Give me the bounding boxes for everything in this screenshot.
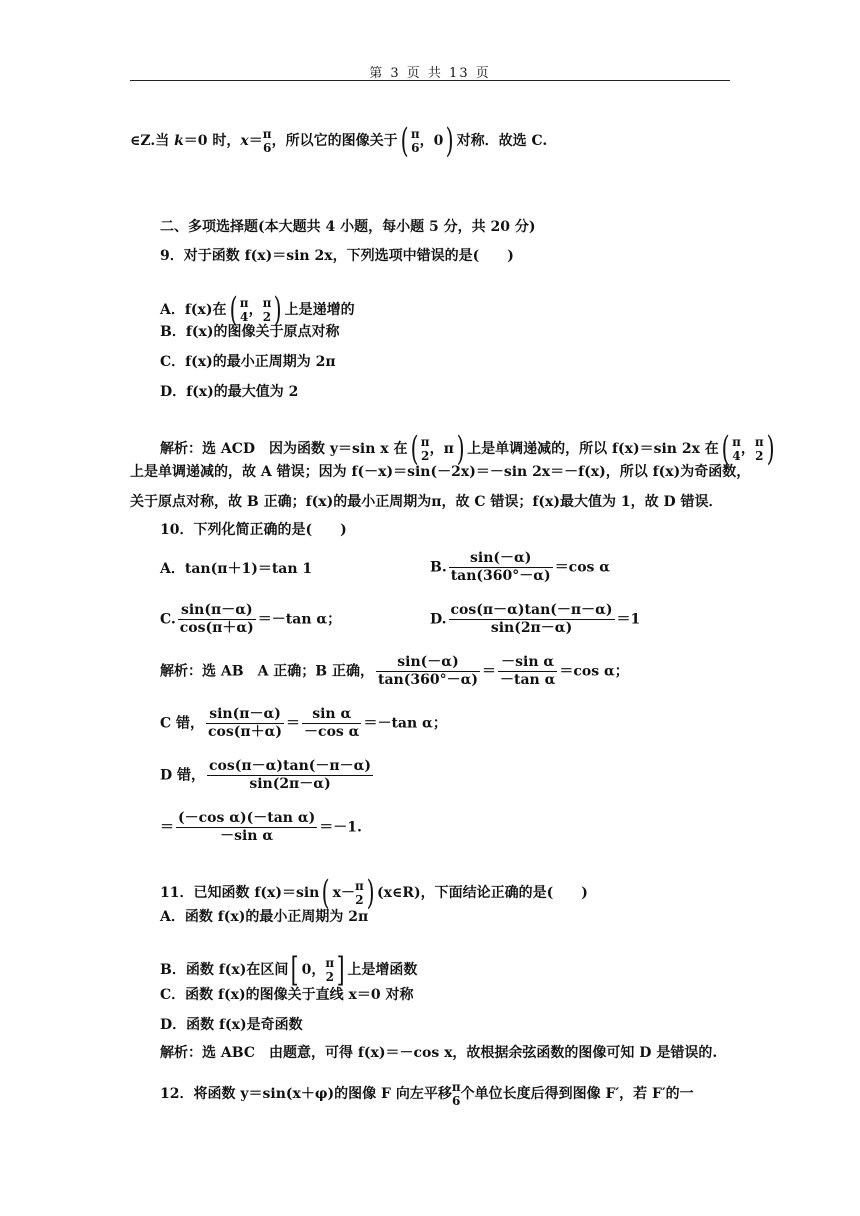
q9-option-c: C．f(x)的最小正周期为 2π	[160, 354, 336, 370]
q10-solution-line1: 解析：选 AB A 正确；B 正确， $\frac{\sin(-\alpha)}{\tan(360^\circ-\alpha)}$ ＝ $\frac{\text{－sin α}}{\text{－tan α}}$ ＝cos α；	[160, 654, 629, 688]
q9-solution-line1: 解析：选 ACD 因为函数 y＝sin x 在( π 2 ，π) 上是单调递减的，所以 f(x)＝sin 2x 在( π 4 ， π 2 )	[160, 429, 775, 469]
q9-option-a: A．f(x)在( π 4 ， π 2 ) 上是递增的	[160, 290, 355, 330]
q10-option-a: A．tan(π＋1)＝tan 1	[160, 561, 313, 577]
q9-solution-line2: 上是单调递减的，故 A 错误；因为 f(－x)＝sin(－2x)＝－sin 2x＝－f(x)，所以 f(x)为奇函数，	[130, 464, 751, 480]
q11-solution: 解析：选 ABC 由题意，可得 f(x)＝－cos x，故根据余弦函数的图像可知 D 是错误的.	[160, 1045, 718, 1061]
q10-solution-e: ＝ $\frac{\text{(－cos α)(－tan α)}}{\text{－sin α}}$ ＝－1.	[160, 810, 362, 844]
q10-solution-c: C 错， $\frac{\sin(\pi-\alpha)}{\cos(\pi+\alpha)}$ ＝ $\frac{\text{sin α}}{\text{－cos α}}$ ＝－tan α；	[160, 706, 447, 740]
q10-solution-d: D 错， $\frac{\cos(\pi-\alpha)\tan(-\pi-\alpha)}{\sin(2\pi-\alpha)}$	[160, 758, 372, 792]
header-rule	[130, 80, 730, 81]
q10-option-d: D. $\frac{\cos(\pi-\alpha)\tan(-\pi-\alpha)}{\sin(2\pi-\alpha)}$ ＝1	[430, 602, 641, 636]
section-title: 二、多项选择题(本大题共 4 小题，每小题 5 分，共 20 分)	[160, 219, 536, 235]
q9-solution-line3: 关于原点对称，故 B 正确；f(x)的最小正周期为π，故 C 错误；f(x)最大值为 1，故 D 错误．	[130, 494, 723, 510]
q9-stem: 9．对于函数 f(x)＝sin 2x，下列选项中错误的是( )	[160, 248, 514, 264]
q10-stem: 10．下列化简正确的是( )	[160, 522, 347, 538]
q9-option-d: D．f(x)的最大值为 2	[160, 384, 299, 400]
prev-answer-line: ∈Z.当 k＝0 时，x＝ π 6 ，所以它的图像关于( π 6 ，0) 对称．故选 C.	[130, 121, 548, 161]
q11-option-c: C．函数 f(x)的图像关于直线 x＝0 对称	[160, 987, 414, 1003]
q11-option-b: B．函数 f(x)在区间[ 0， π 2 ] 上是增函数	[160, 950, 418, 990]
fraction: π 6	[262, 127, 272, 155]
page-header: 第 3 页 共 13 页	[369, 66, 491, 81]
q10-option-b: B. $\frac{\sin(-\alpha)}{\tan(360^\circ-\alpha)}$ ＝cos α	[430, 550, 611, 584]
q12-stem: 12．将函数 y＝sin(x＋φ)的图像 F 向左平移 π 6 个单位长度后得到图像 F′，若 F′的一	[160, 1080, 694, 1108]
q11-stem: 11．已知函数 f(x)＝sin( x－ π 2 ) (x∈R)，下面结论正确的是( )	[160, 873, 588, 913]
q11-option-d: D．函数 f(x)是奇函数	[160, 1017, 303, 1033]
q11-option-a: A．函数 f(x)的最小正周期为 2π	[160, 909, 369, 925]
q10-option-c: C. $\frac{\sin(\pi-\alpha)}{\cos(\pi+\alpha)}$ ＝－tan α；	[160, 602, 342, 636]
q9-option-b: B．f(x)的图像关于原点对称	[160, 324, 340, 340]
